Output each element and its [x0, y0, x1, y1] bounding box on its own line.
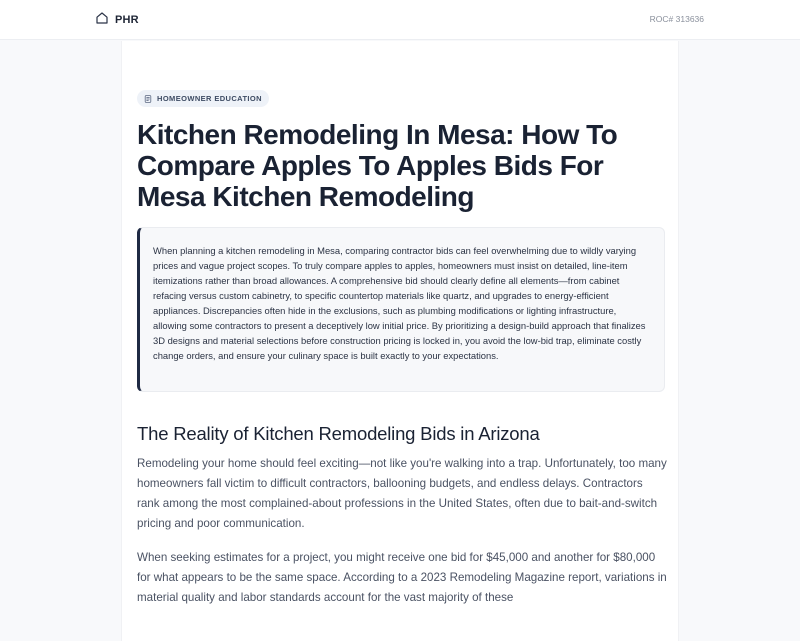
section-heading: The Reality of Kitchen Remodeling Bids in Arizona: [137, 423, 540, 444]
summary-text: When planning a kitchen remodeling in Mesa, comparing contractor bids can feel overwhelming due to wildly varying prices and vague project scopes. To truly compare apples to apples, homeowners must insist on detailed, line-item itemizations rather than broad allowances. A comprehensive bid should clearly define all elements—from cabinet refacing versus custom cabinetry, to specific countertop materials like quartz, and upgrades to energy-efficient appliances. Discrepancies often hide in the exclusions, such as plumbing modifications or lighting infrastructure, allowing some contractors to present a deceptively low initial price. By prioritizing a design-build approach that finalizes 3D designs and material selections before construction pricing is locked in, you avoid the low-bid trap, eliminate costly change orders, and ensure your culinary space is built exactly to your expectations.: [153, 245, 646, 361]
category-tag[interactable]: [137, 90, 269, 107]
license-number: ROC# 313636: [649, 14, 704, 24]
body-paragraph: Remodeling your home should feel exciting—not like you're walking into a trap. Unfortunately, too many homeowners fall victim to difficult contractors, ballooning budgets, and endless delays. Contractors rank among the most complained-about professions in the United States, often due to bait-and-switch pricing and poor communication.: [137, 457, 667, 530]
category-tag-label: HOMEOWNER EDUCATION: [157, 94, 262, 103]
home-icon: [95, 11, 109, 30]
document-icon: [144, 90, 152, 108]
article-card: [121, 41, 679, 641]
brand-logo-link[interactable]: [95, 12, 139, 28]
summary-callout: [137, 227, 665, 392]
page-title: Kitchen Remodeling In Mesa: How To Compare Apples To Apples Bids For Mesa Kitchen Remodeling: [137, 119, 618, 212]
site-header: [0, 0, 800, 40]
brand-name: PHR: [115, 14, 139, 26]
body-paragraph: When seeking estimates for a project, you might receive one bid for $45,000 and another for $80,000 for what appears to be the same space. According to a 2023 Remodeling Magazine report, variations in material quality and labor standards account for the vast majority of these: [137, 551, 667, 604]
